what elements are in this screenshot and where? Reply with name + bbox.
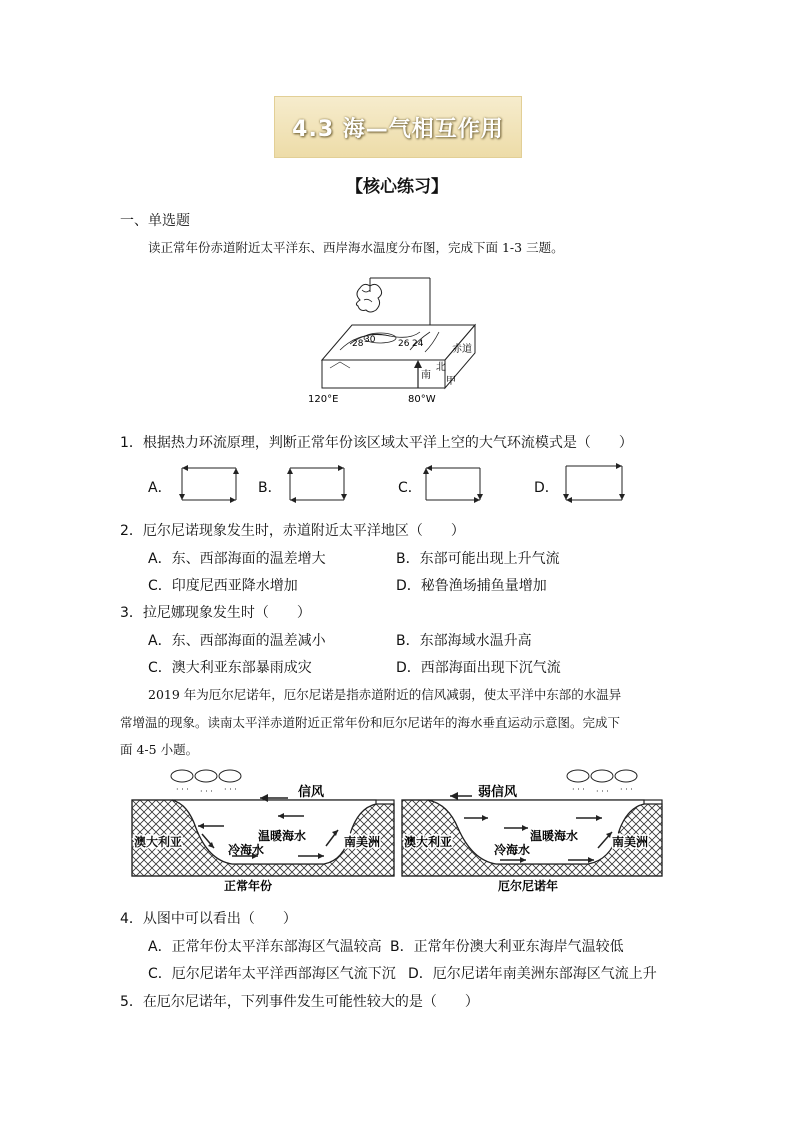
q1-option-d-label[interactable]: D． [534,480,559,496]
north-label: 北 [436,362,446,373]
svg-text:· · ·: · · · [572,785,585,794]
svg-text:· · ·: · · · [620,785,633,794]
q1-option-c-diagram [422,462,486,506]
q3-option-c[interactable]: C．澳大利亚东部暴雨成灾 [148,660,312,676]
south-america-label: 南美洲 [344,835,381,849]
q2-option-a[interactable]: A．东、西部海面的温差增大 [148,551,326,567]
longitude-left-label: 120°E [308,394,339,405]
convection-cloud-icon [356,284,381,312]
cold-water-label: 冷海水 [494,843,531,857]
intro-text-2-line-3: 面 4-5 小题。 [120,742,199,757]
warm-water-label: 温暖海水 [530,829,579,843]
weak-wind-label: 弱信风 [478,785,518,800]
q3-option-d[interactable]: D．西部海面出现下沉气流 [396,660,561,676]
australia-label: 澳大利亚 [404,835,453,849]
q1-option-c-label[interactable]: C． [398,480,422,496]
q3-option-b[interactable]: B．东部海域水温升高 [396,633,532,649]
longitude-right-label: 80°W [408,394,436,405]
el-nino-year-panel [402,770,662,893]
svg-text:· · ·: · · · [596,787,609,796]
title-banner [274,96,522,158]
australia-label: 澳大利亚 [134,835,183,849]
isotherm-label: 28 [352,339,364,349]
isotherm-label: 30 [364,335,376,345]
section-label: 一、单选题 [120,213,190,229]
normal-wind-label: 信风 [298,785,325,800]
q1-option-b-diagram [286,462,350,506]
page-title: 4.3 海—气相互作用 [292,116,504,142]
equator-label: 赤道 [452,344,472,355]
q1-option-d-diagram [562,460,628,506]
q1-option-b-label[interactable]: B． [258,480,282,496]
question-1: 1．根据热力环流原理，判断正常年份该区域太平洋上空的大气环流模式是（ ） [120,435,633,451]
intro-text-2-line-1: 2019 年为厄尔尼诺年，厄尔尼诺是指赤道附近的信风减弱，使太平洋中东部的水温异 [148,687,622,702]
q4-option-b[interactable]: B．正常年份澳大利亚东海岸气温较低 [390,939,624,955]
q4-option-a[interactable]: A．正常年份太平洋东部海区气温较高 [148,939,382,955]
q2-option-c[interactable]: C．印度尼西亚降水增加 [148,578,298,594]
south-america-label: 南美洲 [612,835,649,849]
svg-text:· · ·: · · · [224,785,237,794]
q1-option-a-label[interactable]: A． [148,480,172,496]
question-3: 3．拉尼娜现象发生时（ ） [120,605,311,621]
question-2: 2．厄尔尼诺现象发生时，赤道附近太平洋地区（ ） [120,523,465,539]
q4-option-c[interactable]: C．厄尔尼诺年太平洋西部海区气流下沉 [148,966,396,982]
intro-text-1: 读正常年份赤道附近太平洋东、西岸海水温度分布图，完成下面 1-3 三题。 [148,240,564,255]
q1-option-a-diagram [178,462,242,506]
isotherm-label: 24 [412,339,424,349]
q3-option-a[interactable]: A．东、西部海面的温差减小 [148,633,326,649]
question-5: 5．在厄尔尼诺年，下列事件发生可能性较大的是（ ） [120,994,479,1010]
el-nino-year-caption: 厄尔尼诺年 [498,879,559,893]
cold-water-label: 冷海水 [228,843,265,857]
intro-text-2-line-2: 常增温的现象。读南太平洋赤道附近正常年份和厄尔尼诺年的海水垂直运动示意图。完成下 [120,715,621,730]
svg-text:· · ·: · · · [200,787,213,796]
question-4: 4．从图中可以看出（ ） [120,911,297,927]
south-label: 南 [421,370,431,381]
jia-label: 甲 [446,376,456,387]
ocean-vertical-motion-diagram [128,764,666,898]
isotherm-label: 26 [398,339,410,349]
rain-cloud-icon [567,770,637,796]
q2-option-b[interactable]: B．东部可能出现上升气流 [396,551,560,567]
rain-cloud-icon [171,770,241,796]
normal-year-panel [132,770,394,893]
q2-option-d[interactable]: D．秘鲁渔场捕鱼量增加 [396,578,547,594]
q4-option-d[interactable]: D．厄尔尼诺年南美洲东部海区气流上升 [408,966,657,982]
section-subtitle: 【核心练习】 [346,177,448,197]
svg-text:· · ·: · · · [176,785,189,794]
ocean-temperature-diagram [300,270,480,410]
warm-water-label: 温暖海水 [258,829,307,843]
normal-year-caption: 正常年份 [224,879,273,893]
